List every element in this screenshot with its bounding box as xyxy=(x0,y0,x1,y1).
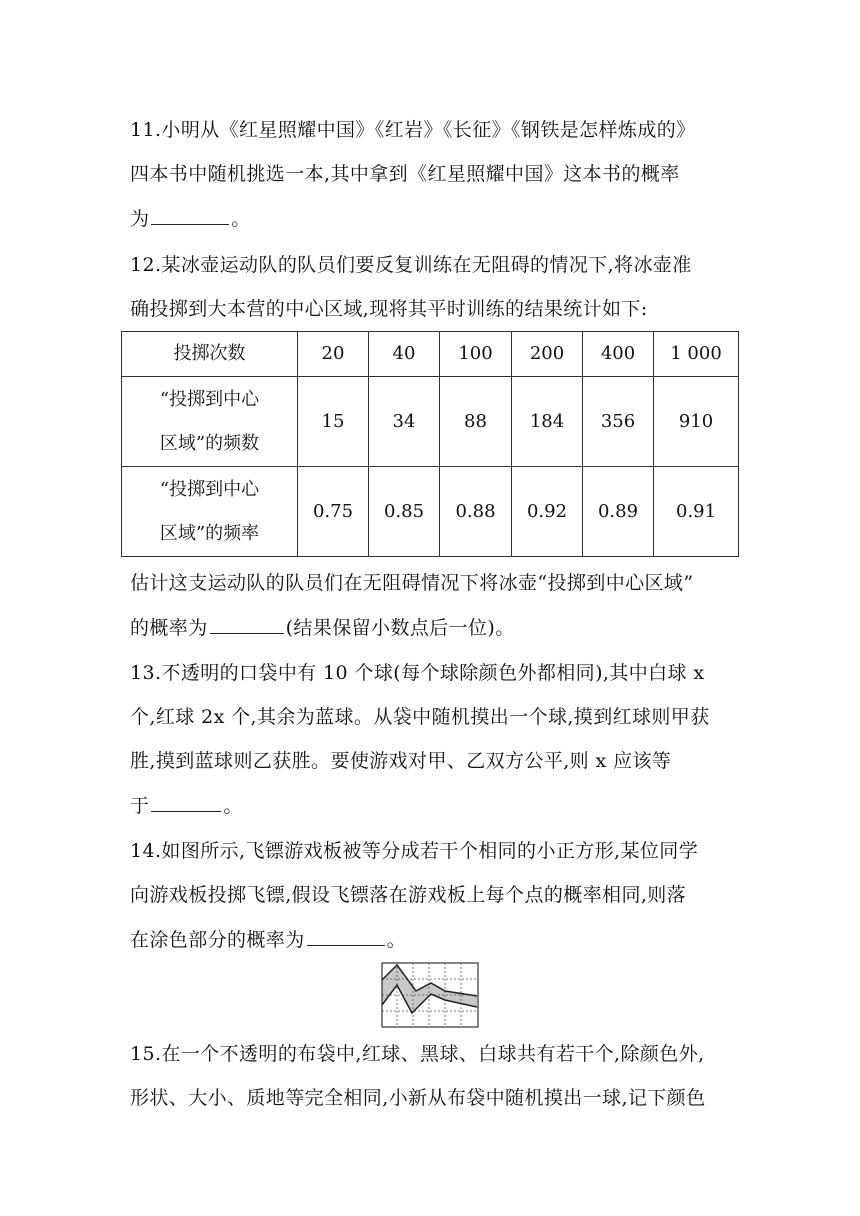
table-cell: 0.89 xyxy=(583,467,654,557)
q11-line-2: 四本书中随机挑选一本,其中拿到《红星照耀中国》这本书的概率 xyxy=(130,163,680,185)
q14-line-1: 14.如图所示,飞镖游戏板被等分成若干个相同的小正方形,某位同学 xyxy=(130,840,699,862)
table-cell: 1 000 xyxy=(654,332,739,377)
q14-answer-blank[interactable] xyxy=(307,925,385,946)
q11-line-3 xyxy=(130,204,251,233)
q13-line-3: 胜,摸到蓝球则乙获胜。要使游戏对甲、乙双方公平,则 x 应该等 xyxy=(130,750,672,772)
q15-line-1: 15.在一个不透明的布袋中,红球、黑球、白球共有若干个,除颜色外, xyxy=(130,1043,705,1065)
table-cell: 88 xyxy=(440,377,512,467)
table-cell: 20 xyxy=(298,332,369,377)
q14-line-2: 向游戏板投掷飞镖,假设飞镖落在游戏板上每个点的概率相同,则落 xyxy=(130,884,687,906)
q13-line-4-prefix: 于 xyxy=(130,795,150,817)
table-row xyxy=(122,467,739,557)
q12-line-2: 确投掷到大本营的中心区域,现将其平时训练的结果统计如下: xyxy=(130,298,648,320)
q11-line-3-prefix: 为 xyxy=(130,208,150,230)
table-row xyxy=(122,332,739,377)
q12-line-4-suffix: (结果保留小数点后一位)。 xyxy=(285,617,515,639)
table-cell: 0.75 xyxy=(298,467,369,557)
q11-line-3-suffix: 。 xyxy=(231,208,251,230)
q12-line-4-prefix: 的概率为 xyxy=(130,617,208,639)
table-cell: 0.85 xyxy=(369,467,440,557)
q13-line-1: 13.不透明的口袋中有 10 个球(每个球除颜色外都相同),其中白球 x xyxy=(130,662,705,684)
q15-line-2: 形状、大小、质地等完全相同,小新从布袋中随机摸出一球,记下颜色 xyxy=(130,1087,706,1109)
shaded-region xyxy=(382,965,477,1013)
label-part: 区域”的频数 xyxy=(159,432,260,454)
table-row-label-throws: 投掷次数 xyxy=(122,332,298,377)
q11-line-1: 11.小明从《红星照耀中国》《红岩》《长征》《钢铁是怎样炼成的》 xyxy=(130,119,696,141)
table-cell: 0.92 xyxy=(512,467,583,557)
q11-answer-blank[interactable] xyxy=(151,204,229,225)
q12-line-3: 估计这支运动队的队员们在无阻碍情况下将冰壶“投掷到中心区域” xyxy=(130,572,694,594)
table-row xyxy=(122,377,739,467)
q14-line-3-suffix: 。 xyxy=(386,929,407,951)
q13-answer-blank[interactable] xyxy=(151,791,221,812)
label-part: “投掷到中心 xyxy=(159,388,260,410)
table-cell: 0.91 xyxy=(654,467,739,557)
q14-line-3-prefix: 在涂色部分的概率为 xyxy=(130,929,305,951)
table-cell: 910 xyxy=(654,377,739,467)
table-cell: 34 xyxy=(369,377,440,467)
q12-line-1: 12.某冰壶运动队的队员们要反复训练在无阻碍的情况下,将冰壶准 xyxy=(130,254,692,276)
table-cell: 356 xyxy=(583,377,654,467)
table-cell: 400 xyxy=(583,332,654,377)
q13-line-4 xyxy=(130,791,243,820)
dartboard-grid-figure xyxy=(381,962,479,1028)
q13-line-2: 个,红球 2x 个,其余为蓝球。从袋中随机摸出一个球,摸到红球则甲获 xyxy=(130,706,710,728)
table-cell: 100 xyxy=(440,332,512,377)
q12-statistics-table xyxy=(121,331,739,557)
table-cell: 15 xyxy=(298,377,369,467)
q12-answer-blank[interactable] xyxy=(210,613,284,634)
table-cell: 0.88 xyxy=(440,467,512,557)
table-cell: 184 xyxy=(512,377,583,467)
table-row-label-frequency-count xyxy=(122,377,298,467)
table-cell: 40 xyxy=(369,332,440,377)
q12-line-4 xyxy=(130,613,515,642)
q14-line-3 xyxy=(130,925,406,954)
q13-line-4-suffix: 。 xyxy=(223,795,243,817)
table-row-label-frequency-rate xyxy=(122,467,298,557)
label-part: 区域”的频率 xyxy=(159,522,260,544)
label-part: “投掷到中心 xyxy=(159,478,260,500)
table-cell: 200 xyxy=(512,332,583,377)
